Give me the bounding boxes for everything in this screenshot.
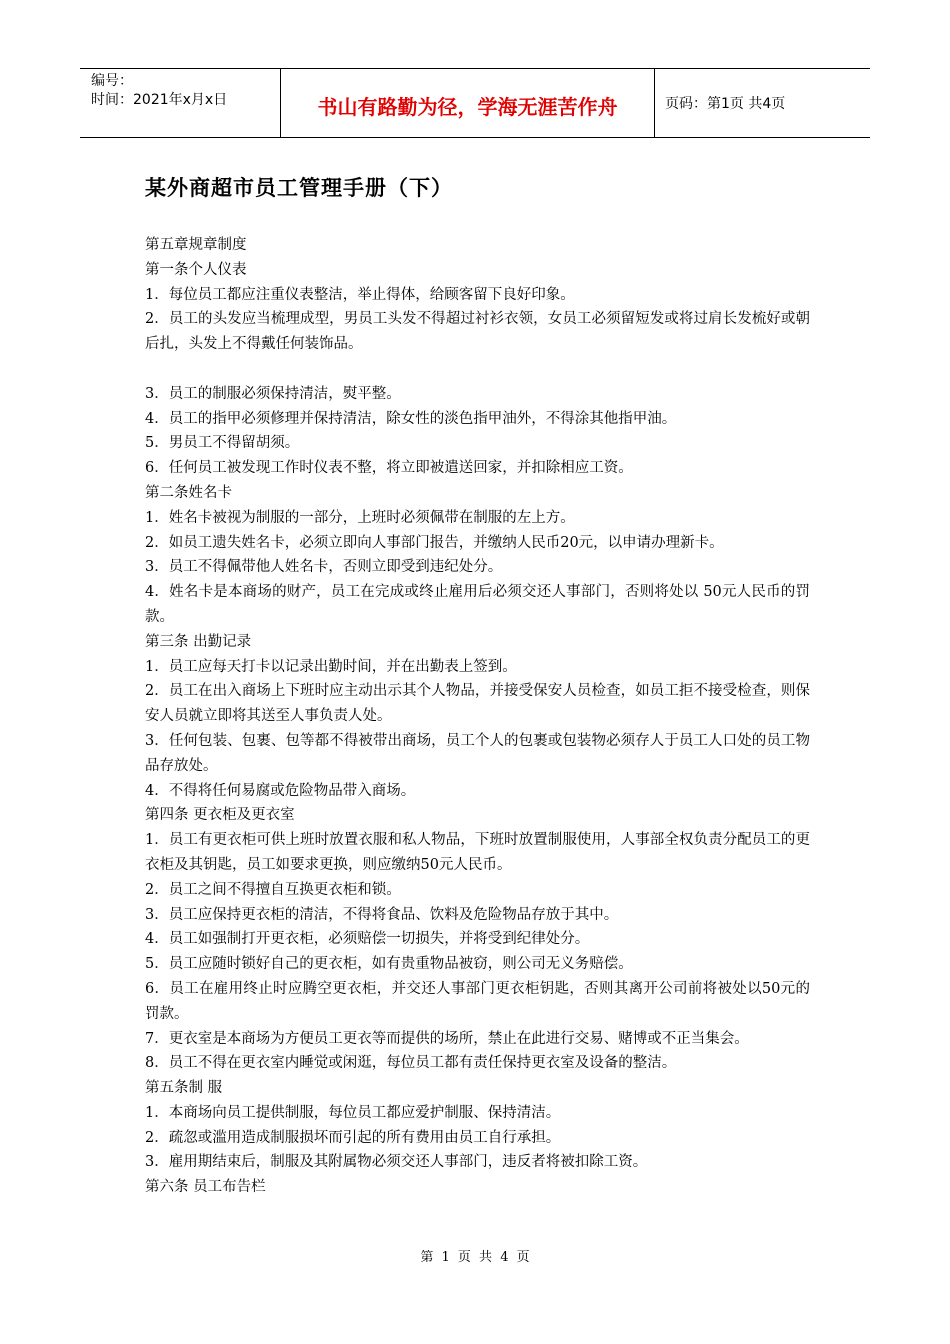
- body-paragraph: 1．姓名卡被视为制服的一部分，上班时必须佩带在制服的左上方。: [145, 509, 575, 526]
- body-paragraph: 3．雇用期结束后，制服及其附属物必须交还人事部门，违反者将被扣除工资。: [145, 1154, 648, 1171]
- body-paragraph: 2．员工之间不得擅自互换更衣柜和锁。: [145, 881, 401, 898]
- body-paragraph: 3．任何包装、包裹、包等都不得被带出商场，员工个人的包裹或包装物必须存人于员工人口处的员工物品存放处。: [145, 732, 810, 774]
- body-paragraph: 7．更衣室是本商场为方便员工更衣等而提供的场所，禁止在此进行交易、赌博或不正当集会。: [145, 1030, 749, 1047]
- body-paragraph: 1．本商场向员工提供制服，每位员工都应爱护制服、保持清洁。: [145, 1104, 561, 1121]
- body-paragraph: 2．员工的头发应当梳理成型，男员工头发不得超过衬衫衣领，女员工必须留短发或将过肩长发梳好或朝后扎，头发上不得戴任何装饰品。: [145, 311, 810, 353]
- body-paragraph: 第六条 员工布告栏: [145, 1179, 266, 1196]
- body-paragraph: 2．疏忽或滥用造成制服损坏而引起的所有费用由员工自行承担。: [145, 1129, 561, 1146]
- body-paragraph: 4．员工的指甲必须修理并保持清洁，除女性的淡色指甲油外，不得涂其他指甲油。: [145, 410, 677, 427]
- body-paragraph: 第五条制 服: [145, 1080, 223, 1097]
- body-paragraph: 4．姓名卡是本商场的财产，员工在完成或终止雇用后必须交还人事部门，否则将处以 50元人民币的罚款。: [145, 584, 810, 625]
- doc-number-label: 编号：: [91, 73, 133, 89]
- header-table: [80, 68, 870, 138]
- body-paragraph: 第五章规章制度: [145, 237, 247, 253]
- body-paragraph: 第一条个人仪表: [145, 261, 247, 278]
- body-paragraph: 2．如员工遗失姓名卡，必须立即向人事部门报告，并缴纳人民币20元，以申请办理新卡。: [145, 534, 724, 551]
- body-paragraph: 5．员工应随时锁好自己的更衣柜，如有贵重物品被窃，则公司无义务赔偿。: [145, 956, 633, 973]
- document-title: 某外商超市员工管理手册（下）: [145, 176, 453, 200]
- body-paragraph: 3．员工应保持更衣柜的清洁，不得将食品、饮料及危险物品存放于其中。: [145, 906, 619, 923]
- blank-line: [145, 357, 810, 382]
- body-paragraph: 3．员工的制服必须保持清洁，熨平整。: [145, 385, 401, 402]
- body-paragraph: 4．员工如强制打开更衣柜，必须赔偿一切损失，并将受到纪律处分。: [145, 931, 590, 948]
- body-paragraph: 1．每位员工都应注重仪表整洁，举止得体，给顾客留下良好印象。: [145, 286, 575, 303]
- body-paragraph: 8．员工不得在更衣室内睡觉或闲逛，每位员工都有责任保持更衣室及设备的整洁。: [145, 1055, 677, 1072]
- header-motto: 书山有路勤为径，学海无涯苦作舟: [281, 69, 655, 137]
- body-paragraph: 5．男员工不得留胡须。: [145, 435, 300, 452]
- body-paragraph: 1．员工有更衣柜可供上班时放置衣服和私人物品，下班时放置制服使用，人事部全权负责分配员工的更衣柜及其钥匙，员工如要求更换，则应缴纳50元人民币。: [145, 832, 810, 873]
- body-paragraph: 第四条 更衣柜及更衣室: [145, 807, 295, 824]
- body-paragraph: 1．员工应每天打卡以记录出勤时间，并在出勤表上签到。: [145, 658, 517, 675]
- body-paragraph: 6．任何员工被发现工作时仪表不整，将立即被遣送回家，并扣除相应工资。: [145, 460, 633, 477]
- header-page-info: 页码：第1页 共4页: [665, 96, 786, 112]
- body-paragraph: 2．员工在出入商场上下班时应主动出示其个人物品，并接受保安人员检查，如员工拒不接受检查，则保安人员就立即将其送至人事负责人处。: [145, 683, 810, 725]
- body-paragraph: 3．员工不得佩带他人姓名卡，否则立即受到违纪处分。: [145, 559, 503, 576]
- body-paragraph: 4．不得将任何易腐或危险物品带入商场。: [145, 782, 416, 799]
- body-paragraph: 6．员工在雇用终止时应腾空更衣柜，并交还人事部门更衣柜钥匙，否则其离开公司前将被处以50元的罚款。: [145, 980, 810, 1022]
- page-footer: 第 1 页 共 4 页: [420, 1250, 530, 1265]
- body-paragraph: 第三条 出勤记录: [145, 633, 252, 650]
- body-paragraph: 第二条姓名卡: [145, 484, 232, 501]
- header-meta-cell: [80, 69, 281, 137]
- document-body: [145, 233, 810, 1200]
- doc-date-label: 时间：2021年x月x日: [91, 92, 228, 108]
